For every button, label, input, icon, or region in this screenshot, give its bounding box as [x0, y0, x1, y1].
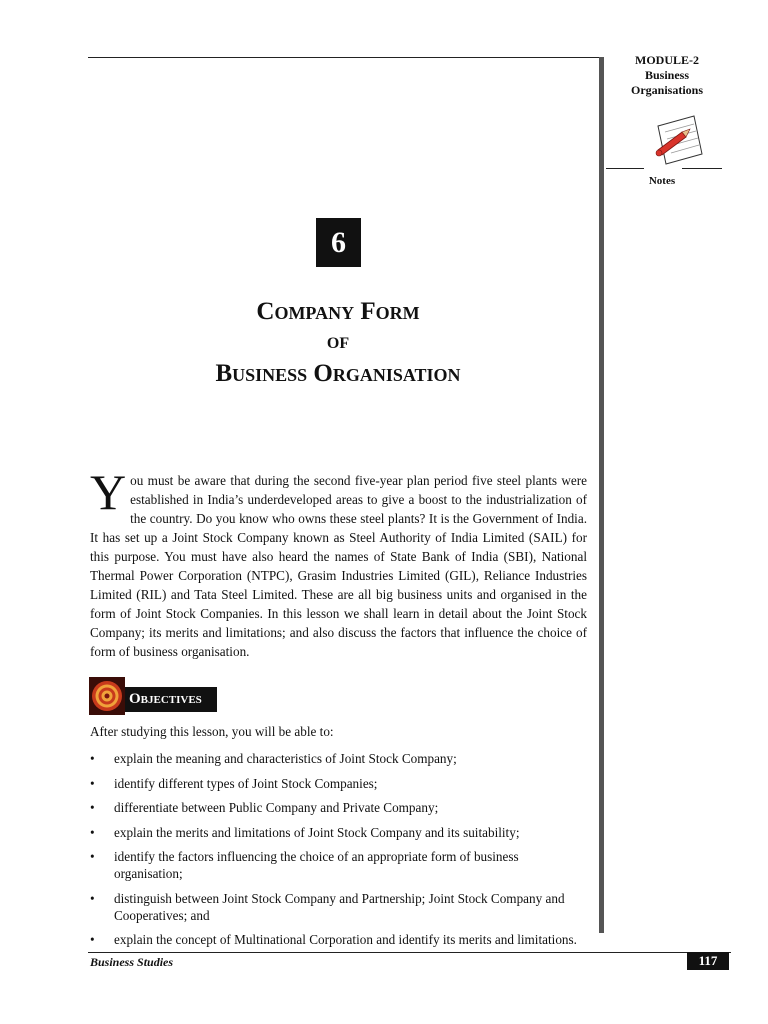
intro-text: ou must be aware that during the second five-year plan period five steel plants were established in India’s underdeveloped areas to give a boost to the industrialization of the country. Do you know who owns these steel plants? It is the Government of India. It has set up a Joint Stock Company known as Steel Authority of India Limited (SAIL) for this purpose. You must have also heard the names of State Bank of India (SBI), National Thermal Power Corporation (NTPC), Grasim Industries Limited (GIL), Reliance Industries Limited (RIL) and Tata Steel Limited. These are all big business units and organised in the form of Joint Stock Companies. In this lesson we shall learn in detail about the Joint Stock Company; its merits and limitations; and also discuss the factors that influence the choice of form of business organisation.: [90, 473, 587, 659]
pencil-notepad-icon: [648, 112, 706, 170]
chapter-title-line2: OF: [326, 335, 350, 352]
module-line: MODULE-2: [635, 53, 699, 67]
module-line: Organisations: [630, 83, 703, 97]
objectives-lead: After studying this lesson, you will be able to:: [90, 724, 334, 739]
notes-rule-left: [606, 168, 644, 169]
module-line: Business: [644, 68, 690, 82]
notes-label: Notes: [648, 175, 676, 187]
objective-item: • explain the concept of Multinational Corporation and identify its merits and limitations.: [90, 931, 587, 948]
margin-column: [612, 53, 722, 187]
objectives-label: Objectives: [125, 687, 217, 712]
target-rings-icon: [89, 677, 125, 715]
margin-separator-bar: [599, 57, 604, 933]
objective-item: • distinguish between Joint Stock Company and Partnership; Joint Stock Company and Cooperatives; and: [90, 890, 587, 924]
top-rule: [88, 57, 600, 58]
chapter-number: 6: [316, 218, 361, 267]
objective-item: • explain the meaning and characteristics of Joint Stock Company;: [90, 750, 587, 767]
footer-title: Business Studies: [90, 955, 174, 969]
footer-rule: [88, 952, 731, 953]
objective-item: • differentiate between Public Company and Private Company;: [90, 799, 587, 816]
intro-dropcap: Y: [90, 464, 127, 520]
chapter-title-line3: Business Organisation: [215, 360, 461, 387]
module-label: [612, 53, 722, 98]
chapter-title-line1: Company Form: [256, 298, 420, 325]
objectives-list: [90, 750, 587, 956]
objective-item: • identify the factors influencing the choice of an appropriate form of business organisation;: [90, 848, 587, 882]
notes-section: [612, 112, 722, 187]
page-number: 117: [687, 952, 729, 970]
objective-item: • identify different types of Joint Stock Companies;: [90, 775, 587, 792]
objective-item: • explain the merits and limitations of Joint Stock Company and its suitability;: [90, 824, 587, 841]
intro-paragraph: [90, 464, 587, 661]
